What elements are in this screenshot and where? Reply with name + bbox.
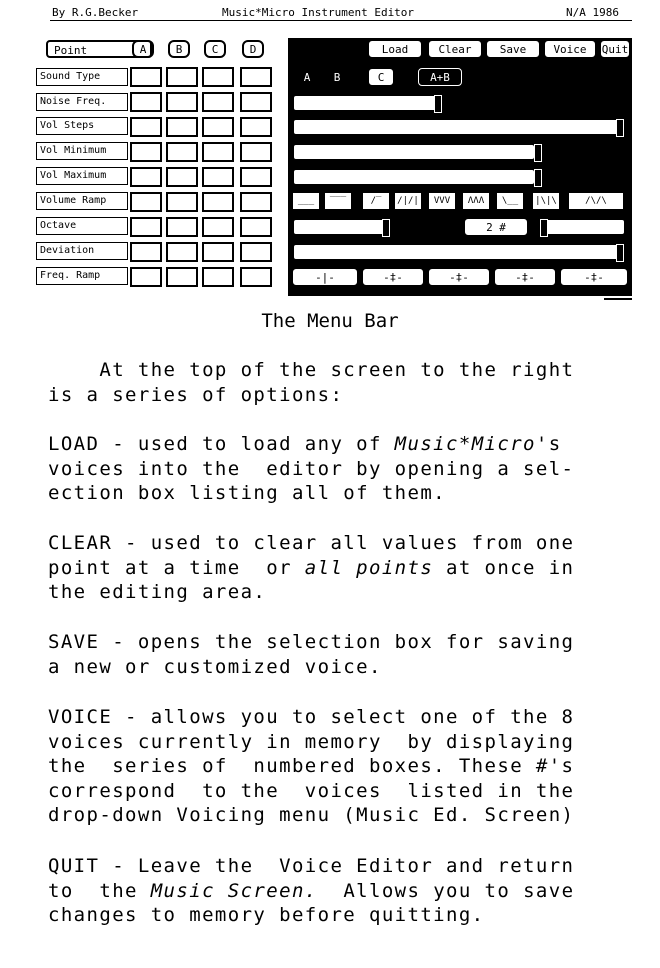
row-label-vol-minimum: Vol Minimum	[36, 142, 128, 160]
wave-shape-button[interactable]: /\/\	[568, 192, 624, 210]
grid-cell[interactable]	[240, 92, 272, 112]
wave-shape-button[interactable]: ΛΛΛ	[462, 192, 490, 210]
freq-ramp-scale[interactable]: -‡-	[560, 268, 628, 286]
slider-knob[interactable]	[434, 95, 442, 113]
point-button-c[interactable]: C	[204, 40, 226, 58]
slider-knob[interactable]	[534, 144, 542, 162]
vol-maximum-slider[interactable]	[294, 170, 534, 184]
load-emphasis: Music*Micro	[394, 433, 536, 455]
grid-cell[interactable]	[130, 192, 162, 212]
wave-shape-button[interactable]: /‾	[362, 192, 390, 210]
slider-knob[interactable]	[616, 119, 624, 137]
grid-cell[interactable]	[130, 92, 162, 112]
grid-cell[interactable]	[202, 192, 234, 212]
row-label-noise-freq: Noise Freq.	[36, 93, 128, 111]
quit-button[interactable]: Quit	[600, 40, 630, 58]
point-button-d[interactable]: D	[242, 40, 264, 58]
point-label: Point	[54, 44, 88, 57]
freq-ramp-scale[interactable]: -‡-	[362, 268, 424, 286]
header-rule	[50, 20, 632, 21]
voice-button[interactable]: Voice	[544, 40, 596, 58]
sound-type-a[interactable]: A	[294, 68, 320, 86]
freq-ramp-scale[interactable]: -‡-	[428, 268, 490, 286]
load-text: LOAD - used to load any of	[48, 433, 395, 455]
row-label-deviation: Deviation	[36, 242, 128, 260]
wave-shape-button[interactable]: \__	[496, 192, 524, 210]
figure-caption: The Menu Bar	[261, 310, 399, 332]
slider-knob[interactable]	[382, 219, 390, 237]
row-label-sound-type: Sound Type	[36, 68, 128, 86]
control-panel	[288, 38, 632, 296]
row-label-freq-ramp: Freq. Ramp	[36, 267, 128, 285]
header-title: Music*Micro Instrument Editor	[222, 6, 415, 19]
grid-cell[interactable]	[130, 67, 162, 87]
save-paragraph: SAVE - opens the selection box for saving a new or customized voice.	[48, 631, 575, 678]
grid-cell[interactable]	[202, 267, 234, 287]
quit-emphasis: Music Screen.	[150, 879, 318, 902]
grid-cell[interactable]	[130, 267, 162, 287]
octave-readout: 2 #	[464, 218, 528, 236]
grid-cell[interactable]	[166, 142, 198, 162]
clear-paragraph	[48, 531, 638, 605]
grid-cell[interactable]	[130, 217, 162, 237]
wave-shape-button[interactable]: |\|\	[532, 192, 560, 210]
grid-cell[interactable]	[240, 267, 272, 287]
load-button[interactable]: Load	[368, 40, 422, 58]
clear-text: CLEAR - used to clear all values from one point at a time or	[48, 532, 575, 579]
grid-cell[interactable]	[202, 167, 234, 187]
row-label-vol-steps: Vol Steps	[36, 117, 128, 135]
wave-shape-button[interactable]: ___	[292, 192, 320, 210]
voice-paragraph: VOICE - allows you to select one of the 8 voices currently in memory by displaying the series of numbered boxes. These #'s correspond to the voices listed in the drop-down Voicing menu (Music Ed. Screen)	[48, 706, 575, 826]
grid-cell[interactable]	[130, 117, 162, 137]
sound-type-c[interactable]: C	[368, 68, 394, 86]
grid-cell[interactable]	[130, 167, 162, 187]
grid-cell[interactable]	[202, 92, 234, 112]
grid-cell[interactable]	[166, 192, 198, 212]
clear-emphasis: all points	[304, 556, 434, 579]
grid-cell[interactable]	[166, 267, 198, 287]
grid-cell[interactable]	[166, 117, 198, 137]
row-label-volume-ramp: Volume Ramp	[36, 192, 128, 210]
grid-cell[interactable]	[166, 167, 198, 187]
header-author: By R.G.Becker	[52, 6, 139, 19]
grid-cell[interactable]	[166, 92, 198, 112]
grid-cell[interactable]	[202, 217, 234, 237]
octave-fine-slider[interactable]	[540, 220, 624, 234]
intro-paragraph: At the top of the screen to the right is a series of options:	[48, 359, 575, 406]
header-date: N/A 1986	[566, 6, 619, 19]
grid-cell[interactable]	[240, 117, 272, 137]
vol-steps-slider[interactable]	[294, 120, 624, 134]
load-text-cont: 's voices into the editor by opening a sel- ection box listing all of them.	[48, 433, 575, 504]
grid-cell[interactable]	[240, 167, 272, 187]
save-button[interactable]: Save	[486, 40, 540, 58]
quit-text-cont: Allows you to save changes to memory before quitting.	[48, 879, 575, 926]
clear-button[interactable]: Clear	[428, 40, 482, 58]
grid-cell[interactable]	[130, 242, 162, 262]
slider-knob[interactable]	[534, 169, 542, 187]
clear-text-cont: at once in the editing area.	[48, 556, 575, 603]
grid-cell[interactable]	[130, 142, 162, 162]
grid-cell[interactable]	[202, 67, 234, 87]
point-button-a[interactable]: A	[132, 40, 154, 58]
quit-text: QUIT - Leave the Voice Editor and return to the	[48, 855, 575, 902]
grid-cell[interactable]	[166, 242, 198, 262]
sound-type-b[interactable]: B	[324, 68, 350, 86]
grid-cell[interactable]	[240, 67, 272, 87]
row-label-octave: Octave	[36, 217, 128, 235]
quit-paragraph	[48, 854, 638, 928]
load-paragraph	[48, 432, 638, 506]
page-header	[0, 6, 660, 22]
point-button-b[interactable]: B	[168, 40, 190, 58]
row-label-vol-maximum: Vol Maximum	[36, 167, 128, 185]
grid-cell[interactable]	[202, 117, 234, 137]
screen-underline	[604, 298, 632, 300]
freq-ramp-scale[interactable]: -|-	[292, 268, 358, 286]
grid-cell[interactable]	[202, 142, 234, 162]
slider-knob[interactable]	[540, 219, 548, 237]
sound-type-ab[interactable]: A+B	[418, 68, 462, 86]
noise-freq-slider[interactable]	[294, 96, 440, 110]
vol-minimum-slider[interactable]	[294, 145, 534, 159]
grid-cell[interactable]	[166, 217, 198, 237]
wave-shape-button[interactable]: /|/|	[394, 192, 422, 210]
wave-shape-button[interactable]: ‾‾‾	[324, 192, 352, 210]
deviation-slider[interactable]	[294, 245, 624, 259]
wave-shape-button[interactable]: VVV	[428, 192, 456, 210]
freq-ramp-scale[interactable]: -‡-	[494, 268, 556, 286]
octave-slider[interactable]	[294, 220, 386, 234]
editor-screenshot	[34, 36, 632, 298]
grid-cell[interactable]	[166, 67, 198, 87]
slider-knob[interactable]	[616, 244, 624, 262]
grid-cell[interactable]	[240, 242, 272, 262]
grid-cell[interactable]	[240, 142, 272, 162]
grid-cell[interactable]	[240, 217, 272, 237]
grid-cell[interactable]	[240, 192, 272, 212]
grid-cell[interactable]	[202, 242, 234, 262]
